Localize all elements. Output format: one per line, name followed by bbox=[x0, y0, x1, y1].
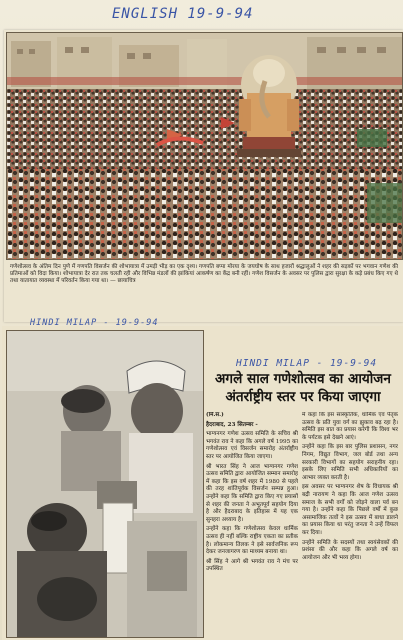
column-1-paragraph-4: श्री सिंह ने आगे श्री भगवंत राव ने मंच पर उपस्थित bbox=[206, 558, 298, 573]
crowd-procession-photo bbox=[6, 32, 403, 260]
handwritten-note-top: ENGLISH 19-9-94 bbox=[112, 6, 254, 22]
column-2-paragraph-4: उन्होंने समिति के सदस्यों तथा स्वयंसेवकों की प्रशंसा की और कहा कि अगले वर्ष का आयोजन और भी भव्य होगा। bbox=[302, 539, 398, 561]
article-column-2 bbox=[302, 412, 398, 636]
column-1-paragraph-1: भाग्यनगर गणेश उत्सव समिति के सचिव श्री भगवंत राव ने कहा कि अगले वर्ष 1995 का गणेशोत्सव एवं विसर्जन समारोह अंतर्राष्ट्रीय स्तर पर आयोजित किया जाएगा। bbox=[206, 431, 298, 460]
headline-line-2: अंतर्राष्ट्रीय स्तर पर किया जाएगा bbox=[225, 389, 381, 405]
column-1-paragraph-2: श्री भारत सिंह ने आज भाग्यनगर गणेश उत्सव समिति द्वारा आयोजित सम्मान समारोह में कहा कि इस वर्ष शहर में 1980 से पहले की तरह शांतिपूर्वक विसर्जन सम्पन्न हुआ। उन्होंने कहा कि समिति द्वारा किए गए प्रयासों से शहर की जनता ने अभूतपूर्व सहयोग दिया है और हैदराबाद के इतिहास में यह एक सुनहरा अध्याय है। bbox=[206, 463, 298, 523]
dateline: हैदराबाद, 23 सितम्बर - bbox=[206, 421, 258, 428]
article-column-1 bbox=[206, 412, 298, 636]
headline-line-1: अगले साल गणेशोत्सव का आयोजन bbox=[215, 371, 391, 387]
byline: (मि.स.) bbox=[206, 412, 224, 418]
handwritten-note-bottom-left: HINDI MILAP - 19-9-94 bbox=[30, 318, 159, 328]
column-2-paragraph-1: में कहा कि इस सांस्कृतिक, धार्मिक एवं पैतृक उत्सव के प्रति युवा वर्ग का झुकाव बढ़ रहा है। समिति इस बात का प्रयास करेगी कि विश्व भर के पर्यटक इसे देखने आएं। bbox=[302, 412, 398, 441]
column-2-paragraph-3: इस अवसर पर भाग्यनगर शेष के विधायक श्री बद्री नारायण ने कहा कि आज गणेश उत्सव समाज के सभी वर्गों को जोड़ने वाला पर्व बन गया है। उन्होंने कहा कि पिछले वर्षों में कुछ असामाजिक तत्वों ने इस उत्सव में बाधा डालने का प्रयास किया था परंतु जनता ने उन्हें विफल कर दिया। bbox=[302, 484, 398, 536]
top-photo-caption: गणेशोत्सव के अंतिम दिन पुणे में गणपति विसर्जन की शोभायात्रा में उमड़ी भीड़ का एक दृश्य। गणपति बप्पा मोरया के जयघोष के साथ हजारों श्रद्धालुओं ने शहर की सड़कों पर भगवान गणेश की प्रतिमाओं को विदा किया। शोभायात्रा देर रात तक चलती रही और विभिन्न मंडलों की झांकियां आकर्षण का केंद्र बनी रहीं। गणेश विसर्जन के अवसर पर पुलिस द्वारा सुरक्षा के कड़े प्रबंध किए गए थे तथा यातायात व्यवस्था में परिवर्तन किया गया था। — छायाचित्र bbox=[10, 264, 398, 284]
men-with-scroll-photo bbox=[6, 330, 204, 638]
column-2-paragraph-2: उन्होंने कहा कि इस बार पुलिस प्रशासन, नगर निगम, विद्युत विभाग, जल बोर्ड तथा अन्य सरकारी विभागों का सहयोग सराहनीय रहा। इसके लिए समिति सभी अधिकारियों का आभार व्यक्त करती है। bbox=[302, 444, 398, 481]
column-1-paragraph-3: उन्होंने कहा कि गणेशोत्सव केवल धार्मिक उत्सव ही नहीं बल्कि राष्ट्रीय एकता का प्रतीक है। लोकमान्य तिलक ने इसे सार्वजनिक रूप देकर जनजागरण का माध्यम बनाया था। bbox=[206, 526, 298, 556]
article-headline bbox=[206, 370, 400, 406]
handwritten-note-bottom-right: HINDI MILAP - 19-9-94 bbox=[236, 358, 378, 369]
